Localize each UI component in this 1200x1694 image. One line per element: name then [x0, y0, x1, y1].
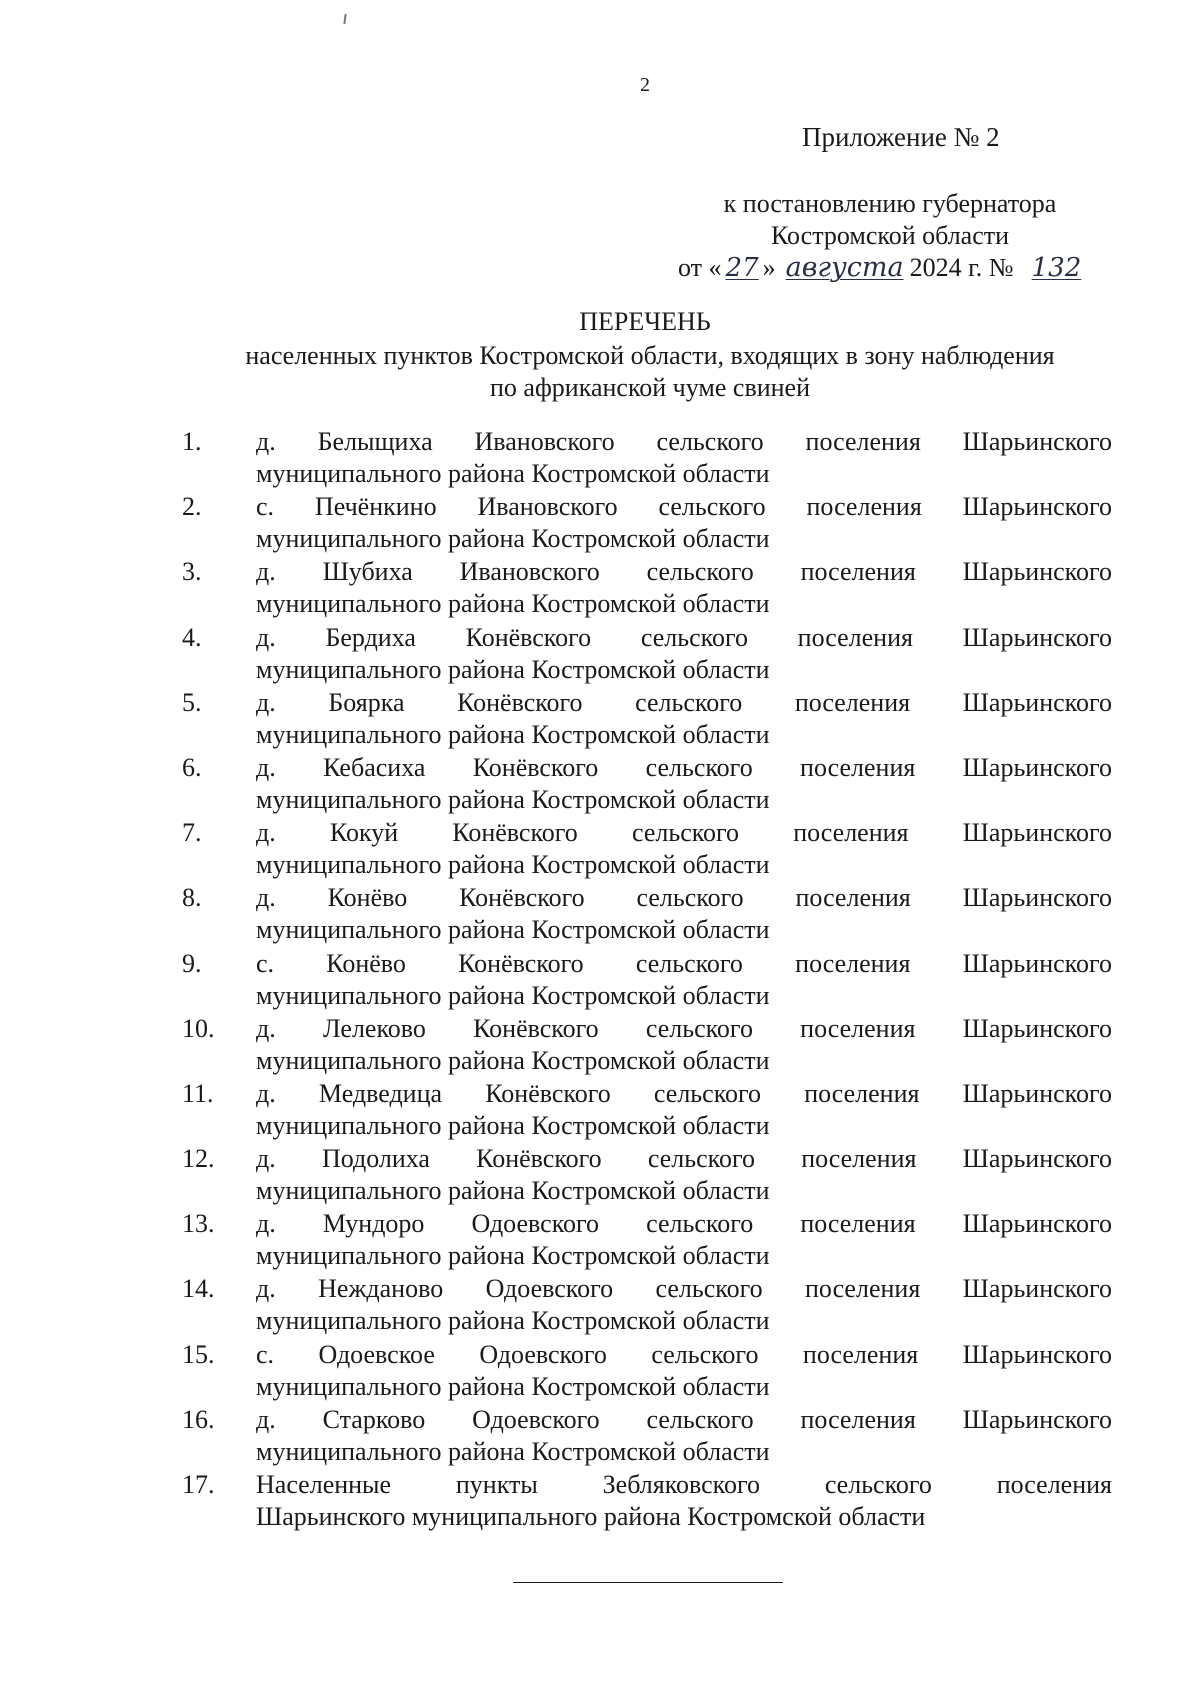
scan-artifact	[343, 14, 346, 24]
item-text	[256, 1469, 1112, 1534]
item-text-line-1: д. Бердиха Конёвского сельского поселения Шарьинского	[256, 622, 1112, 652]
item-text	[256, 817, 1112, 882]
handwritten-month: августа	[785, 252, 904, 283]
list-item	[182, 622, 1112, 687]
item-text-line-1: д. Боярка Конёвского сельского поселения Шарьинского	[256, 687, 1112, 717]
item-number: 10.	[182, 1013, 215, 1043]
decree-year: 2024 г. №	[909, 253, 1014, 282]
list-item	[182, 1273, 1112, 1338]
list-item	[182, 752, 1112, 817]
item-number: 5.	[182, 687, 202, 717]
item-text-line-2: муниципального района Костромской области	[256, 524, 770, 554]
list-title: ПЕРЕЧЕНЬ	[579, 307, 711, 336]
list-item	[182, 1143, 1112, 1208]
item-text-line-1: д. Кебасиха Конёвского сельского поселения Шарьинского	[256, 752, 1112, 782]
item-text-line-2: муниципального района Костромской области	[256, 850, 770, 880]
decree-date-prefix: от «	[678, 253, 722, 282]
item-number: 14.	[182, 1274, 215, 1304]
item-text-line-1: д. Шубиха Ивановского сельского поселения Шарьинского	[256, 557, 1112, 587]
item-text-line-1: с. Одоевское Одоевского сельского поселения Шарьинского	[256, 1339, 1112, 1369]
item-text-line-2: муниципального района Костромской области	[256, 1306, 770, 1336]
list-item	[182, 556, 1112, 621]
list-item	[182, 1404, 1112, 1469]
item-text-line-1: д. Старково Одоевского сельского поселения Шарьинского	[256, 1404, 1112, 1434]
item-number: 1.	[182, 427, 202, 456]
item-text-line-1: д. Лелеково Конёвского сельского поселения Шарьинского	[256, 1013, 1112, 1043]
item-text-line-2: муниципального района Костромской области	[256, 915, 770, 945]
item-text	[256, 622, 1112, 687]
handwritten-decree-number: 132	[1031, 253, 1082, 283]
list-item	[182, 948, 1112, 1013]
list-item	[182, 882, 1112, 947]
item-text-line-1: д. Конёво Конёвского сельского поселения Шарьинского	[256, 883, 1112, 913]
item-number: 12.	[182, 1144, 215, 1174]
page-number: 2	[640, 74, 650, 96]
item-number: 17.	[182, 1470, 215, 1499]
item-text-line-2: муниципального района Костромской области	[256, 1110, 770, 1140]
list-item	[182, 1469, 1112, 1534]
item-text-line-1: д. Кокуй Конёвского сельского поселения Шарьинского	[256, 818, 1112, 848]
item-text-line-1: д. Медведица Конёвского сельского поселения Шарьинского	[256, 1078, 1112, 1108]
list-item	[182, 1013, 1112, 1078]
decree-line-2: Костромской области	[770, 221, 1010, 250]
item-number: 6.	[182, 752, 202, 782]
item-text	[256, 1143, 1112, 1208]
item-text	[256, 1208, 1112, 1273]
closing-divider	[513, 1582, 783, 1583]
item-text-line-1: д. Мундоро Одоевского сельского поселения Шарьинского	[256, 1209, 1112, 1239]
item-text-line-2: муниципального района Костромской области	[256, 1371, 770, 1401]
item-text-line-2: муниципального района Костромской области	[256, 1241, 770, 1271]
list-item	[182, 426, 1112, 491]
item-text	[256, 687, 1112, 752]
item-text-line-2: муниципального района Костромской области	[256, 1045, 770, 1075]
item-text	[256, 1339, 1112, 1404]
item-text-line-1: д. Нежданово Одоевского сельского поселения Шарьинского	[256, 1274, 1112, 1304]
item-text-line-1: с. Печёнкино Ивановского сельского поселения Шарьинского	[256, 492, 1112, 522]
item-text-line-1: с. Конёво Конёвского сельского поселения Шарьинского	[256, 948, 1112, 978]
item-text	[256, 491, 1112, 556]
item-text-line-2: муниципального района Костромской области	[256, 589, 770, 619]
decree-date-line	[670, 252, 1110, 284]
item-text-line-2: муниципального района Костромской области	[256, 1176, 770, 1206]
item-text-line-2: муниципального района Костромской области	[256, 980, 770, 1010]
list-subtitle-line-1: населенных пунктов Костромской области, входящих в зону наблюдения	[245, 341, 1055, 370]
list-item	[182, 817, 1112, 882]
item-text	[256, 948, 1112, 1013]
item-text-line-1: Населенные пункты Зебляковского сельского поселения	[256, 1470, 1112, 1499]
list-item	[182, 687, 1112, 752]
item-number: 11.	[182, 1078, 214, 1108]
item-number: 16.	[182, 1404, 215, 1434]
item-number: 4.	[182, 622, 202, 652]
list-item	[182, 1208, 1112, 1273]
decree-date-mid: »	[762, 253, 776, 282]
item-text	[256, 1273, 1112, 1338]
item-text	[256, 426, 1112, 491]
item-text	[256, 1078, 1112, 1143]
item-text-line-2: муниципального района Костромской области	[256, 654, 770, 684]
settlements-list	[182, 426, 1112, 1534]
decree-reference	[670, 188, 1110, 284]
item-text	[256, 1013, 1112, 1078]
list-item	[182, 1078, 1112, 1143]
appendix-title: Приложение № 2	[802, 122, 1000, 152]
item-text	[256, 882, 1112, 947]
item-number: 3.	[182, 557, 202, 587]
item-text	[256, 556, 1112, 621]
item-number: 2.	[182, 492, 202, 522]
decree-line-1: к постановлению губернатора	[723, 189, 1057, 218]
item-number: 8.	[182, 883, 202, 913]
item-number: 15.	[182, 1339, 215, 1369]
item-text-line-1: д. Подолиха Конёвского сельского поселения Шарьинского	[256, 1144, 1112, 1174]
item-text	[256, 1404, 1112, 1469]
item-text-line-1: д. Белыщиха Ивановского сельского поселения Шарьинского	[256, 427, 1112, 456]
item-number: 9.	[182, 948, 202, 978]
list-item	[182, 1339, 1112, 1404]
item-number: 7.	[182, 818, 202, 848]
list-subtitle-line-2: по африканской чуме свиней	[490, 373, 810, 402]
item-text-line-2: муниципального района Костромской области	[256, 459, 770, 488]
handwritten-day: 27	[725, 253, 759, 283]
item-text-line-2: муниципального района Костромской области	[256, 719, 770, 749]
item-text-line-2: муниципального района Костромской области	[256, 1436, 770, 1466]
item-text-line-2: муниципального района Костромской области	[256, 784, 770, 814]
list-item	[182, 491, 1112, 556]
item-number: 13.	[182, 1209, 215, 1239]
item-text-line-2: Шарьинского муниципального района Костромской области	[256, 1502, 926, 1531]
list-subtitle	[200, 340, 1100, 404]
item-text	[256, 752, 1112, 817]
